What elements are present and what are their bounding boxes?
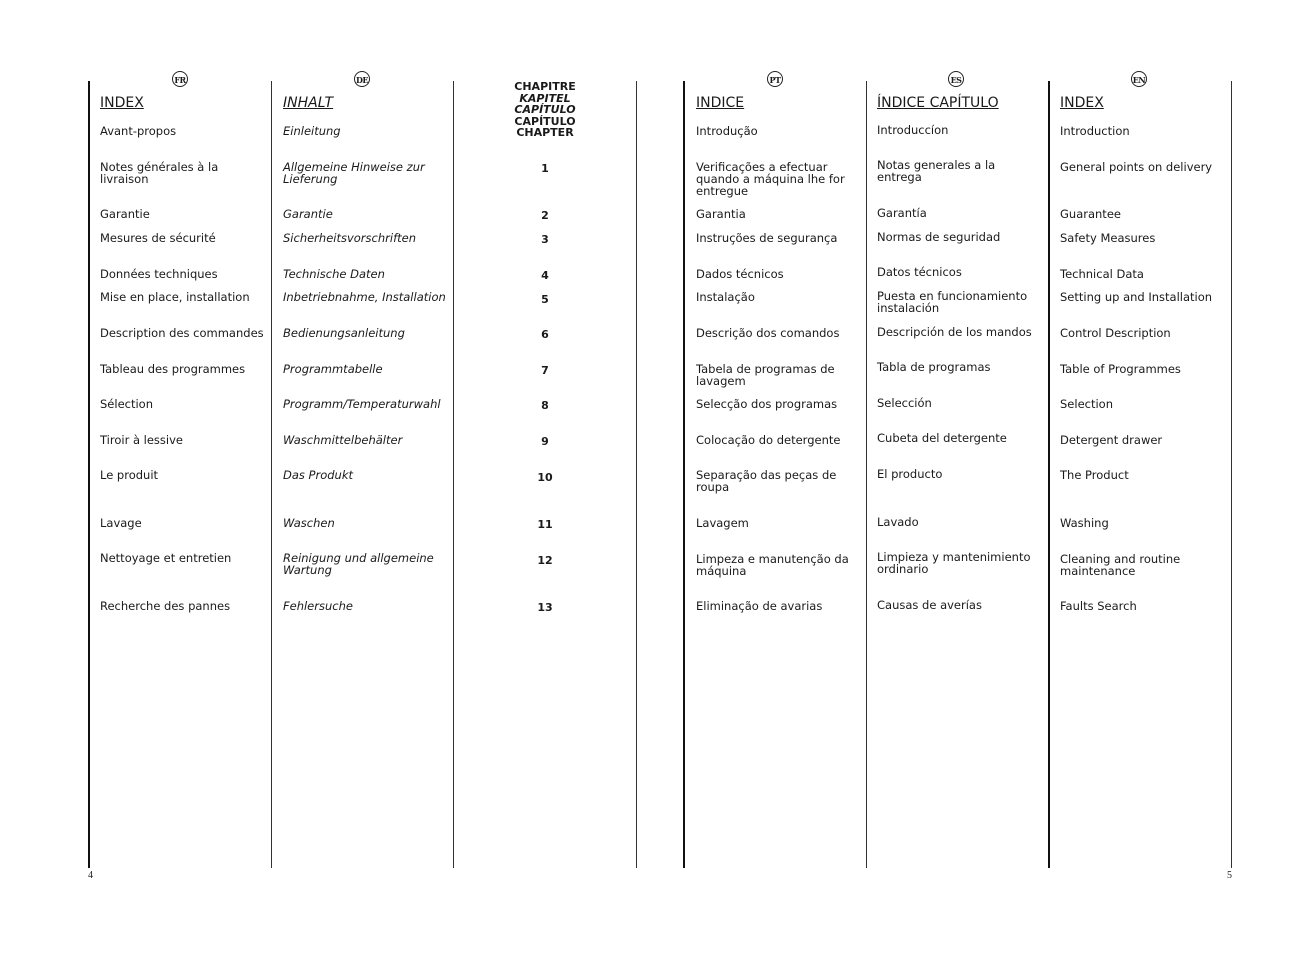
index-item-en: Guarantee: [1060, 207, 1121, 221]
index-item-pt: Tabela de programas de lavagem: [696, 362, 835, 388]
index-item-fr: Mise en place, installation: [100, 290, 250, 304]
index-item-pt: Garantia: [696, 207, 746, 221]
chapter-header-es: CAPÍTULO: [514, 114, 576, 128]
index-item-en: Washing: [1060, 516, 1109, 530]
index-item-en: Table of Programmes: [1060, 362, 1181, 376]
language-badge-es: ES: [948, 71, 964, 87]
index-item-de: Garantie: [283, 207, 333, 221]
column-rule: [683, 81, 685, 868]
index-item-pt: Instalação: [696, 290, 755, 304]
index-item-es: Causas de averías: [877, 598, 982, 612]
index-item-es: Descripción de los mandos: [877, 325, 1032, 339]
index-item-de: Einleitung: [283, 124, 341, 138]
chapter-number: 13: [537, 601, 553, 614]
index-item-pt: Introdução: [696, 124, 758, 138]
chapter-header-pt: CAPÍTULO: [514, 103, 576, 116]
column-rule: [453, 81, 454, 868]
index-item-fr: Données techniques: [100, 267, 218, 281]
index-item-pt: Colocação do detergente: [696, 433, 841, 447]
index-item-en: Introduction: [1060, 124, 1130, 138]
column-rule: [1048, 81, 1050, 868]
chapter-number: 7: [541, 364, 549, 377]
language-badge-pt: PT: [767, 71, 783, 87]
index-item-pt: Verificações a efectuar quando a máquina lhe for entregue: [696, 160, 845, 198]
index-item-en: Setting up and Installation: [1060, 290, 1213, 304]
page-number-right: 5: [1227, 870, 1232, 881]
index-item-es: El producto: [877, 467, 943, 481]
index-item-pt: Limpeza e manutenção da máquina: [696, 552, 849, 578]
index-item-en: Technical Data: [1060, 267, 1144, 281]
language-badge-de: DE: [354, 71, 370, 87]
index-item-en: The Product: [1060, 468, 1129, 482]
index-item-es: Datos técnicos: [877, 265, 962, 279]
index-title-pt: INDICE: [696, 95, 745, 111]
chapter-number: 10: [537, 471, 553, 484]
index-item-en: Faults Search: [1060, 599, 1137, 613]
chapter-number: 1: [541, 162, 549, 175]
chapter-number: 2: [541, 209, 549, 222]
index-item-es: Lavado: [877, 515, 919, 529]
index-item-es: Notas generales a la entrega: [877, 158, 996, 184]
chapter-header: [505, 81, 585, 139]
index-item-es: Limpieza y mantenimiento ordinario: [877, 550, 1031, 576]
language-badge-en: EN: [1131, 71, 1147, 87]
index-item-fr: Notes générales à la livraison: [100, 160, 219, 186]
chapter-header-en: CHAPTER: [516, 126, 574, 139]
index-item-de: Das Produkt: [283, 468, 354, 482]
index-item-fr: Nettoyage et entretien: [100, 551, 232, 565]
chapter-number: 4: [541, 269, 549, 282]
index-title-es: ÍNDICE CAPÍTULO: [877, 95, 999, 111]
chapter-header-de: KAPITEL: [519, 91, 571, 105]
index-title-fr: INDEX: [100, 95, 144, 111]
index-item-fr: Tiroir à lessive: [100, 433, 183, 447]
index-title-de: INHALT: [283, 95, 334, 111]
index-item-pt: Selecção dos programas: [696, 397, 838, 411]
chapter-number: 8: [541, 399, 549, 412]
chapter-number: 5: [541, 293, 549, 306]
chapter-number: 12: [537, 554, 553, 567]
index-item-en: General points on delivery: [1060, 160, 1213, 174]
index-title-en: INDEX: [1060, 95, 1104, 111]
index-item-de: Reinigung und allgemeine Wartung: [283, 551, 434, 577]
index-item-es: Garantía: [877, 206, 927, 220]
index-item-en: Selection: [1060, 397, 1113, 411]
index-item-pt: Lavagem: [696, 516, 749, 530]
chapter-header-fr: CHAPITRE: [514, 80, 576, 93]
column-rule: [1231, 81, 1232, 868]
index-item-es: Introduccíon: [877, 123, 949, 137]
index-item-de: Bedienungsanleitung: [283, 326, 405, 340]
index-item-en: Cleaning and routine maintenance: [1060, 552, 1181, 578]
index-item-de: Waschmittelbehälter: [283, 433, 403, 447]
index-item-fr: Sélection: [100, 397, 153, 411]
index-item-es: Cubeta del detergente: [877, 431, 1007, 445]
index-item-es: Tabla de programas: [877, 360, 991, 374]
chapter-number: 9: [541, 435, 549, 448]
column-rule: [636, 81, 637, 868]
index-item-fr: Lavage: [100, 516, 142, 530]
index-item-es: Normas de seguridad: [877, 230, 1001, 244]
index-item-es: Selección: [877, 396, 932, 410]
index-item-fr: Mesures de sécurité: [100, 231, 216, 245]
index-item-en: Detergent drawer: [1060, 433, 1163, 447]
index-item-fr: Tableau des programmes: [100, 362, 246, 376]
column-rule: [88, 81, 90, 868]
index-item-de: Inbetriebnahme, Installation: [283, 290, 446, 304]
index-item-pt: Eliminação de avarias: [696, 599, 823, 613]
index-item-es: Puesta en funcionamiento instalación: [877, 289, 1028, 315]
index-item-fr: Avant-propos: [100, 124, 177, 138]
index-item-fr: Recherche des pannes: [100, 599, 231, 613]
column-rule: [271, 81, 272, 868]
index-item-fr: Description des commandes: [100, 326, 264, 340]
index-item-fr: Le produit: [100, 468, 159, 482]
index-item-pt: Instruções de segurança: [696, 231, 838, 245]
index-item-en: Safety Measures: [1060, 231, 1156, 245]
index-item-pt: Descrição dos comandos: [696, 326, 840, 340]
index-item-en: Control Description: [1060, 326, 1171, 340]
index-item-de: Technische Daten: [283, 267, 385, 281]
index-item-de: Waschen: [283, 516, 335, 530]
chapter-number: 11: [537, 518, 553, 531]
index-item-de: Allgemeine Hinweise zur Lieferung: [283, 160, 425, 186]
index-item-pt: Dados técnicos: [696, 267, 784, 281]
index-item-de: Fehlersuche: [283, 599, 353, 613]
index-item-pt: Separação das peças de roupa: [696, 468, 837, 494]
language-badge-fr: FR: [172, 71, 188, 87]
index-item-de: Programm/Temperaturwahl: [283, 397, 441, 411]
chapter-number: 6: [541, 328, 549, 341]
index-item-de: Sicherheitsvorschriften: [283, 231, 416, 245]
chapter-number: 3: [541, 233, 549, 246]
page-number-left: 4: [88, 870, 93, 881]
column-rule: [866, 81, 867, 868]
index-item-fr: Garantie: [100, 207, 150, 221]
index-item-de: Programmtabelle: [283, 362, 383, 376]
